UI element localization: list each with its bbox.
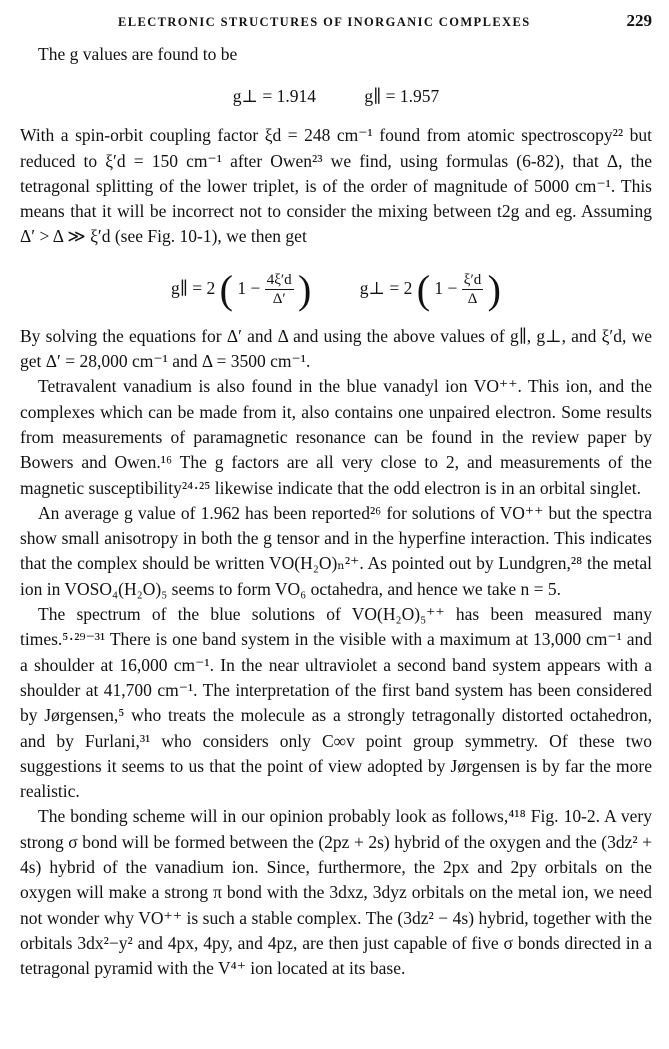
running-head: ELECTRONIC STRUCTURES OF INORGANIC COMPLEXES	[118, 15, 531, 29]
paragraph-vanadyl: Tetravalent vanadium is also found in the blue vanadyl ion VO⁺⁺. This ion, and the complexes which can be made from it, also contains one unpaired electron. Some results from measurements of paramagnetic resonance can be found in the review paper by Bowers and Owen.¹⁶ The g factors are all very close to 2, and measurements of the magnetic susceptibility²⁴·²⁵ likewise indicate that the odd electron is in an orbital singlet.	[20, 376, 652, 498]
eq-g-parallel: g∥ = 1.957	[364, 86, 440, 107]
eq-g-perp-formula	[360, 253, 501, 325]
eq-left-lhs: g∥ = 2	[171, 277, 216, 298]
equation-g-formulas	[20, 252, 652, 322]
close-paren: )	[298, 266, 312, 312]
fraction-right-denominator: Δ	[467, 291, 478, 308]
eq-right-lhs: g⊥ = 2	[359, 277, 413, 298]
eq-g-perp: g⊥ = 1.914	[232, 86, 316, 107]
fraction-right-numerator: ξ′d	[463, 272, 482, 289]
eq-left-one: 1 −	[237, 277, 261, 298]
page-number: 229	[626, 11, 652, 30]
paragraph-bonding: The bonding scheme will in our opinion probably look as follows,⁴¹⁸ Fig. 10-2. A very strong σ bond will be formed between the (2pz + 2s) hybrid of the oxygen and the (3dz² + 4s) hybrid of the vanadium ion. Since, furthermore, the 2px and 2py orbitals on the oxygen will make a strong π bond with the 3dxz, 3dyz orbitals on the metal ion, we need not wonder why VO⁺⁺ is such a stable complex. The (3dz² − 4s) hybrid, together with the orbitals 3dx²−y² and 4px, 4py, and 4pz, are then just capable of five σ bonds directed in a tetragonal pyramid with the V⁴⁺ ion located at its base.	[20, 806, 652, 979]
fraction-left-numerator: 4ξ′d	[266, 272, 292, 289]
paragraph-spin-orbit: With a spin-orbit coupling factor ξd = 248 cm⁻¹ found from atomic spectroscopy²² but reduced to ξ′d = 150 cm⁻¹ after Owen²³ we find, using formulas (6-82), that Δ, the tetragonal splitting of the lower triplet, is of the order of magnitude of 5000 cm⁻¹. This means that it will be incorrect not to consider the mixing between t2g and eg. Assuming Δ′ > Δ ≫ ξ′d (see Fig. 10-1), we then get	[20, 125, 652, 247]
page-header	[20, 8, 652, 32]
open-paren: (	[219, 266, 233, 312]
open-paren: (	[416, 266, 431, 312]
fraction-left	[265, 271, 294, 308]
paragraph-average-g: An average g value of 1.962 has been reported²⁶ for solutions of VO⁺⁺ but the spectra show small anisotropy in both the g tensor and in the hyperfine interaction. This indicates that the complex should be written VO(H₂O)ₙ²⁺. As pointed out by Lundgren,²⁸ the metal ion in VOSO₄(H₂O)₅ seems to form VO₆ octahedra, and hence we take n = 5.	[20, 502, 652, 599]
paragraph-spectrum: The spectrum of the blue solutions of VO(H₂O)₅⁺⁺ has been measured many times.⁵·²⁹⁻³¹ There is one band system in the visible with a maximum at 13,000 cm⁻¹ and a shoulder at 16,000 cm⁻¹. In the near ultraviolet a second band system appears with a shoulder at 41,700 cm⁻¹. The interpretation of the first band system has been considered by Jørgensen,⁵ who treats the molecule as a strongly tetragonally distorted octahedron, and by Furlani,³¹ who considers only C∞v point group symmetry. Of these two suggestions it seems to us that the point of view adopted by Jørgensen is by far the more realistic.	[20, 604, 652, 802]
eq-g-parallel-formula	[171, 253, 311, 325]
eq-right-one: 1 −	[434, 277, 458, 298]
paragraph-solving: By solving the equations for Δ′ and Δ and using the above values of g∥, g⊥, and ξ′d, we get Δ′ = 28,000 cm⁻¹ and Δ = 3500 cm⁻¹.	[20, 325, 652, 372]
close-paren: )	[487, 266, 501, 312]
fraction-left-denominator: Δ′	[272, 291, 286, 308]
fraction-right	[462, 271, 483, 308]
equation-g-values	[20, 69, 652, 119]
intro-line: The g values are found to be	[38, 44, 238, 64]
text-body	[20, 42, 652, 982]
